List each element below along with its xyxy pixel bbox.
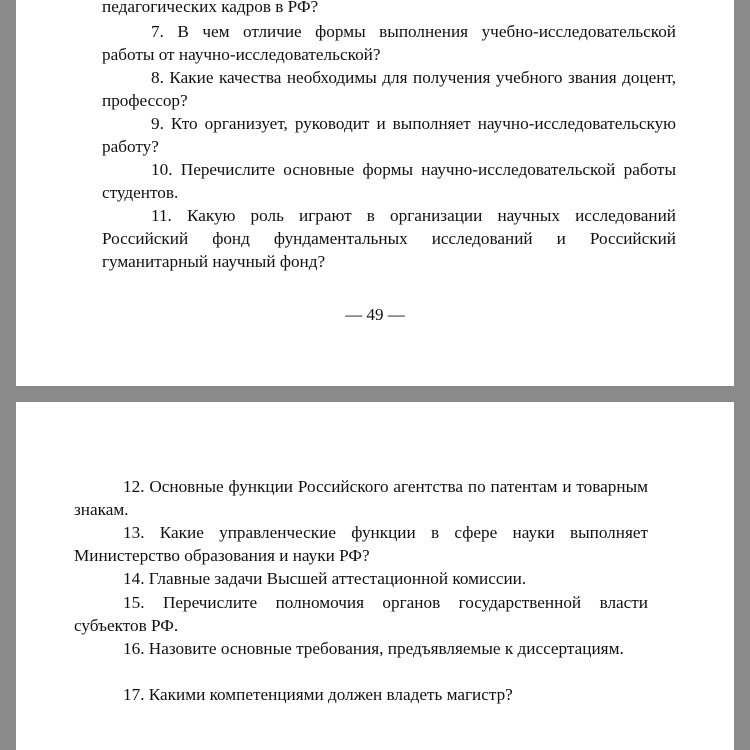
- question-13: [74, 521, 648, 567]
- question-text: В чем отличие формы выполнения учебно-исследовательской работы от научно-исследовательской?: [102, 22, 677, 64]
- question-12: [74, 475, 648, 521]
- page-number: — 49 —: [345, 305, 405, 324]
- question-text: Какими компетенциями должен владеть магистр?: [148, 685, 513, 704]
- question-text: Какую роль играют в организации научных исследований Российский фонд фундаментальных исследований и Российский гуманитарный научный фонд?: [102, 206, 676, 271]
- question-8: [102, 66, 676, 112]
- question-10: [102, 158, 676, 204]
- question-17: [74, 683, 648, 706]
- question-number: 9.: [151, 114, 164, 133]
- question-number: 16.: [123, 639, 145, 658]
- page-49: [16, 0, 734, 386]
- question-text: Перечислите полномочия органов государственной власти субъектов РФ.: [74, 593, 648, 635]
- question-number: 11.: [151, 206, 172, 225]
- page-50: [16, 402, 734, 750]
- question-number: 8.: [151, 68, 164, 87]
- question-number: 13.: [123, 523, 145, 542]
- question-7: [102, 20, 676, 66]
- question-text: Главные задачи Высшей аттестационной комиссии.: [148, 569, 527, 588]
- carry-over-line: педагогических кадров в РФ?: [102, 0, 319, 16]
- question-number: 12.: [123, 477, 145, 496]
- question-number: 10.: [151, 160, 173, 179]
- question-9: [102, 112, 676, 158]
- question-text: Перечислите основные формы научно-исследовательской работы студентов.: [102, 160, 676, 202]
- question-16: [74, 637, 648, 660]
- question-number: 7.: [151, 22, 164, 41]
- question-text: Основные функции Российского агентства по патентам и товарным знакам.: [74, 477, 648, 519]
- question-11: [102, 204, 676, 273]
- question-number: 14.: [123, 569, 145, 588]
- question-14: [74, 567, 648, 590]
- question-text: Какие качества необходимы для получения учебного звания доцент, профессор?: [102, 68, 676, 110]
- question-text: Какие управленческие функции в сфере науки выполняет Министерство образования и науки РФ?: [74, 523, 649, 565]
- question-number: 17.: [123, 685, 145, 704]
- question-number: 15.: [123, 593, 145, 612]
- question-15: [74, 591, 648, 637]
- question-text: Кто организует, руководит и выполняет научно-исследовательскую работу?: [102, 114, 677, 156]
- question-text: Назовите основные требования, предъявляемые к диссертациям.: [148, 639, 624, 658]
